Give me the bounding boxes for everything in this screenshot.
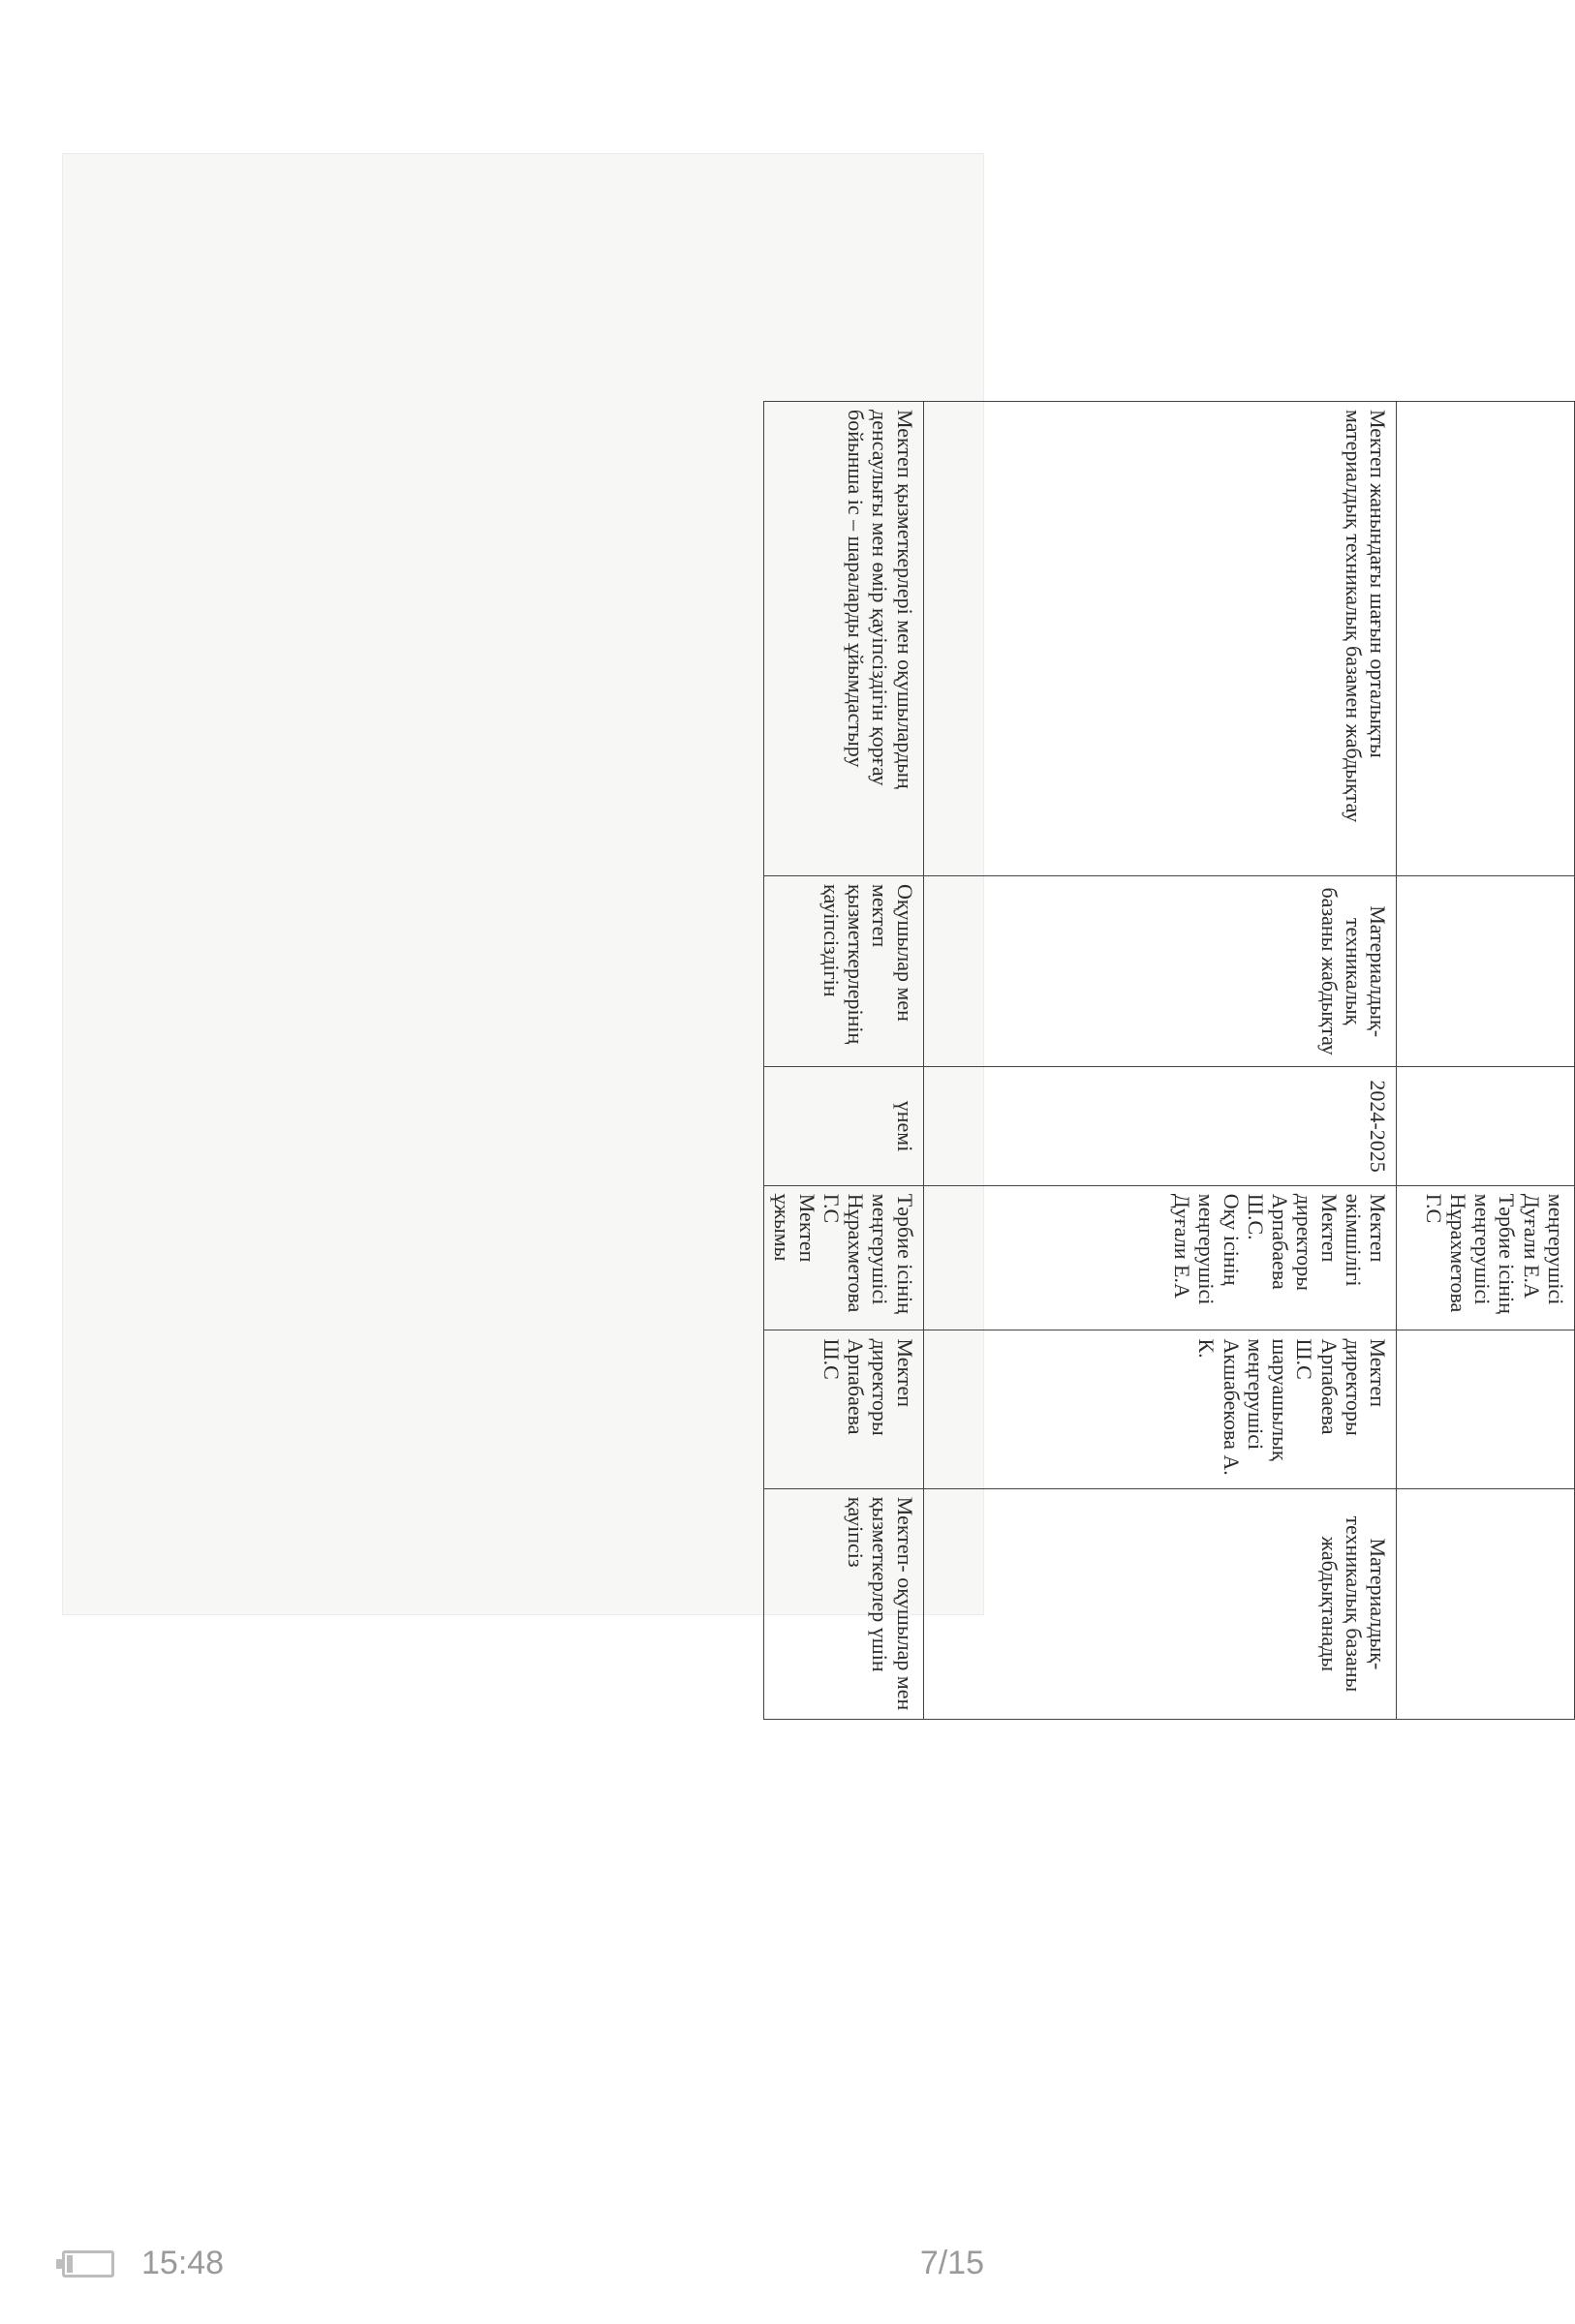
clock: 15:48 xyxy=(141,2245,225,2281)
cell-period xyxy=(1397,1067,1575,1185)
cell-goal: Материалдық-техникалық базаны жабдықтау xyxy=(923,875,1397,1066)
cell-controller: Мектеп директоры Арпабаева Ш.С шаруашылық меңгерушісі Акшабекова А. К. xyxy=(923,1330,1397,1488)
reader-status-bar xyxy=(0,2227,1046,2305)
cell-event xyxy=(1397,402,1575,876)
cell-event: Мектеп қызметкерлері мен оқушылардың денсаулығы мен өмір қауіпсіздігін қорғау бойынша іс – шараларды ұйымдастыру xyxy=(764,402,924,876)
page-counter: 7/15 xyxy=(919,2245,984,2281)
cell-result: Материалдық-техникалық базаны жабдықтанады xyxy=(923,1488,1397,1719)
table-row xyxy=(764,402,924,1720)
cell-result xyxy=(1397,1488,1575,1719)
cell-period: үнемі xyxy=(764,1067,924,1185)
rotated-table-container xyxy=(763,401,1575,1720)
scanned-page xyxy=(62,153,1568,1711)
cell-result: Мектеп- оқушылар мен қызметкерлер үшін қауіпсіз xyxy=(764,1488,924,1719)
table-row xyxy=(923,402,1397,1720)
cell-goal xyxy=(1397,875,1575,1066)
cell-responsible: Тәрбие ісінің меңгерушісі Нұрахметова Г.С Мектеп ұжымы xyxy=(764,1185,924,1330)
cell-controller xyxy=(1397,1330,1575,1488)
cell-goal: Оқушылар мен мектеп қызметкерлерінің қауіпсіздігін xyxy=(764,875,924,1066)
cell-responsible: Мектеп әкімшілігі Мектеп директоры Арпабаева Ш.С. Оқу ісінің меңгерушісі Дуғали Е.А xyxy=(923,1185,1397,1330)
battery-icon xyxy=(62,2250,114,2278)
plan-table xyxy=(763,401,1575,1720)
cell-controller: Мектеп директоры Арпабаева Ш.С xyxy=(764,1330,924,1488)
cell-event: Мектеп жанындағы шағын орталықты материалдық техникалық базамен жабдықтау xyxy=(923,402,1397,876)
cell-period: 2024-2025 xyxy=(923,1067,1397,1185)
table-row xyxy=(1397,402,1575,1720)
cell-responsible: меңгерушісі Дуғали Е.А Тәрбие ісінің меңгерушісі Нұрахметова Г.С xyxy=(1397,1185,1575,1330)
